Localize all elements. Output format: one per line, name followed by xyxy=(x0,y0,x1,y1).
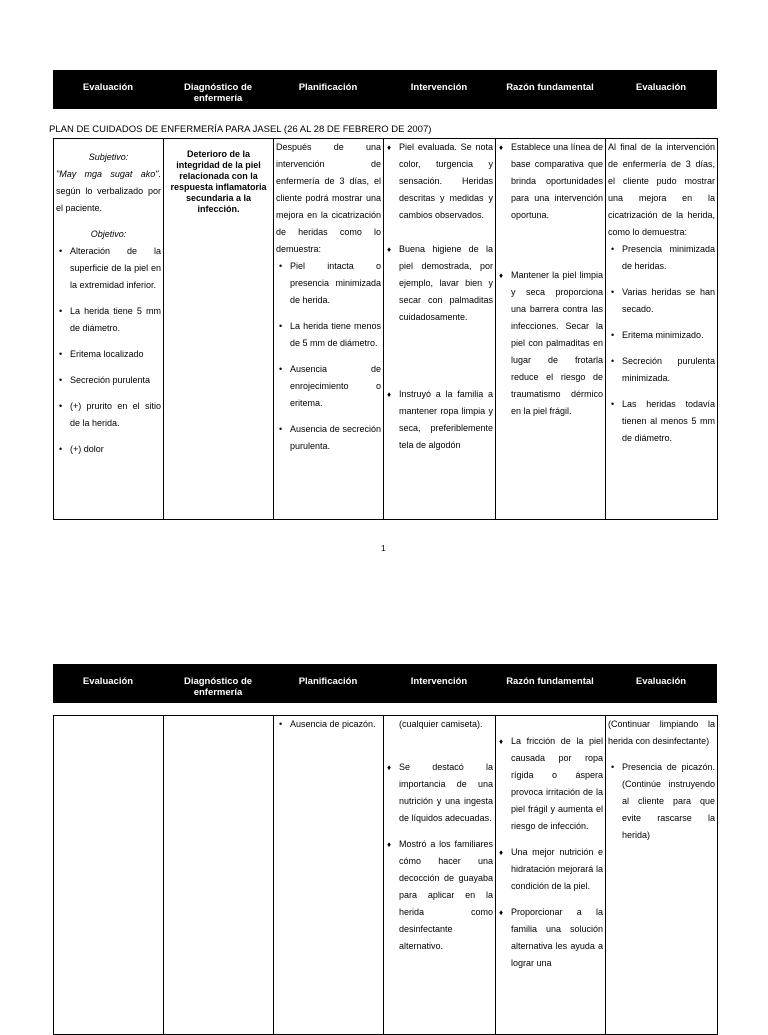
list-item: • La herida tiene menos de 5 mm de diámetro. xyxy=(290,318,381,352)
assessment-cell xyxy=(54,716,164,1035)
header-intervention: Intervención xyxy=(410,82,468,93)
diagnosis-text: Deterioro de la integridad de la piel relacionada con la respuesta inflamatoria secundaria a la infección. xyxy=(170,149,267,214)
intervention-cell xyxy=(384,716,496,1035)
header-rationale: Razón fundamental xyxy=(506,676,594,687)
table-header xyxy=(53,664,717,703)
list-item: • Ausencia de enrojecimiento o eritema. xyxy=(290,361,381,412)
list-item: ♦ Mostró a los familiares cómo hacer una decocción de guayaba para aplicar en la herida como desinfectante alternativo. xyxy=(399,836,493,955)
subjective-label: Subjetivo: xyxy=(88,152,129,162)
list-item: ♦ Proporcionar a la familia una solución alternativa les ayuda a lograr una xyxy=(511,904,603,972)
evaluation-cell xyxy=(606,139,718,520)
page-number: 1 xyxy=(381,543,386,553)
intervention-cell xyxy=(384,139,496,520)
rationale-cell xyxy=(496,716,606,1035)
list-item: • Presencia de picazón. (Continúe instruyendo al cliente para que evite rascarse la herida) xyxy=(622,759,715,844)
header-diagnosis: Diagnóstico de enfermería xyxy=(183,82,253,104)
list-item: • (+) prurito en el sitio de la herida. xyxy=(70,398,161,432)
list-item: ♦ Una mejor nutrición e hidratación mejorará la condición de la piel. xyxy=(511,844,603,895)
evaluation-intro: Al final de la intervención de enfermería de 3 días, el cliente pudo mostrar una mejora en la cicatrización de la herida, como lo demuestra: xyxy=(608,142,715,237)
header-intervention: Intervención xyxy=(410,676,468,687)
diagnosis-cell xyxy=(164,139,274,520)
evaluation-cell xyxy=(606,716,718,1035)
header-evaluation: Evaluación xyxy=(635,676,687,687)
header-rationale: Razón fundamental xyxy=(506,82,594,93)
diagnosis-cell xyxy=(164,716,274,1035)
list-item: ♦ Establece una línea de base comparativa que brinda oportunidades para una intervención oportuna. xyxy=(511,139,603,224)
list-item: • Eritema minimizado. xyxy=(622,327,715,344)
list-item: • Piel intacta o presencia minimizada de herida. xyxy=(290,258,381,309)
list-item: • Secreción purulenta minimizada. xyxy=(622,353,715,387)
list-item: • (+) dolor xyxy=(70,441,161,458)
list-item: ♦ Mantener la piel limpia y seca proporciona una barrera contra las infecciones. Secar la piel con palmaditas en lugar de frotarla reduce el riesgo de traumatismo dérmico en la piel frágil. xyxy=(511,267,603,420)
list-item: ♦ Buena higiene de la piel demostrada, por ejemplo, lavar bien y secar con palmaditas cuidadosamente. xyxy=(399,241,493,326)
list-item: • La herida tiene 5 mm de diámetro. xyxy=(70,303,161,337)
header-assessment: Evaluación xyxy=(82,82,134,93)
list-item: ♦ Se destacó la importancia de una nutrición y una ingesta de líquidos adecuadas. xyxy=(399,759,493,827)
table-caption: PLAN DE CUIDADOS DE ENFERMERÍA PARA JASEL (26 AL 28 DE FEBRERO DE 2007) xyxy=(49,124,432,135)
list-item: • Ausencia de picazón. xyxy=(290,716,381,733)
planning-cell xyxy=(274,139,384,520)
header-planning: Planificación xyxy=(298,676,358,687)
list-item: • Ausencia de secreción purulenta. xyxy=(290,421,381,455)
subjective-quote: "May mga sugat ako". xyxy=(56,169,161,179)
header-evaluation: Evaluación xyxy=(635,82,687,93)
assessment-cell xyxy=(54,139,164,520)
list-item: • Las heridas todavía tienen al menos 5 mm de diámetro. xyxy=(622,396,715,447)
planning-intro: Después de una intervención de enfermería de 3 días, el cliente podrá mostrar una mejora en la cicatrización de heridas como lo demuestra: xyxy=(276,142,381,254)
rationale-cell xyxy=(496,139,606,520)
evaluation-continued: (Continuar limpiando la herida con desinfectante) xyxy=(608,719,715,746)
planning-cell xyxy=(274,716,384,1035)
list-item: • Alteración de la superficie de la piel en la extremidad inferior. xyxy=(70,243,161,294)
subjective-text: según lo verbalizado por el paciente. xyxy=(56,186,161,213)
list-item: ♦ La fricción de la piel causada por ropa rígida o áspera provoca irritación de la piel frágil y aumenta el riesgo de infección. xyxy=(511,733,603,835)
header-assessment: Evaluación xyxy=(82,676,134,687)
care-plan-table-page-1 xyxy=(53,138,718,520)
list-item: • Eritema localizado xyxy=(70,346,161,363)
list-item: • Varias heridas se han secado. xyxy=(622,284,715,318)
header-planning: Planificación xyxy=(298,82,358,93)
table-header xyxy=(53,70,717,109)
intervention-continued: (cualquier camiseta). xyxy=(399,719,483,729)
header-diagnosis: Diagnóstico de enfermería xyxy=(183,676,253,698)
list-item: • Secreción purulenta xyxy=(70,372,161,389)
list-item: • Presencia minimizada de heridas. xyxy=(622,241,715,275)
list-item: ♦ Instruyó a la familia a mantener ropa limpia y seca, preferiblemente tela de algodón xyxy=(399,386,493,454)
list-item: ♦ Piel evaluada. Se nota color, turgencia y sensación. Heridas descritas y medidas y cambios observados. xyxy=(399,139,493,224)
objective-label: Objetivo: xyxy=(90,229,127,239)
care-plan-table-page-2 xyxy=(53,715,718,1035)
